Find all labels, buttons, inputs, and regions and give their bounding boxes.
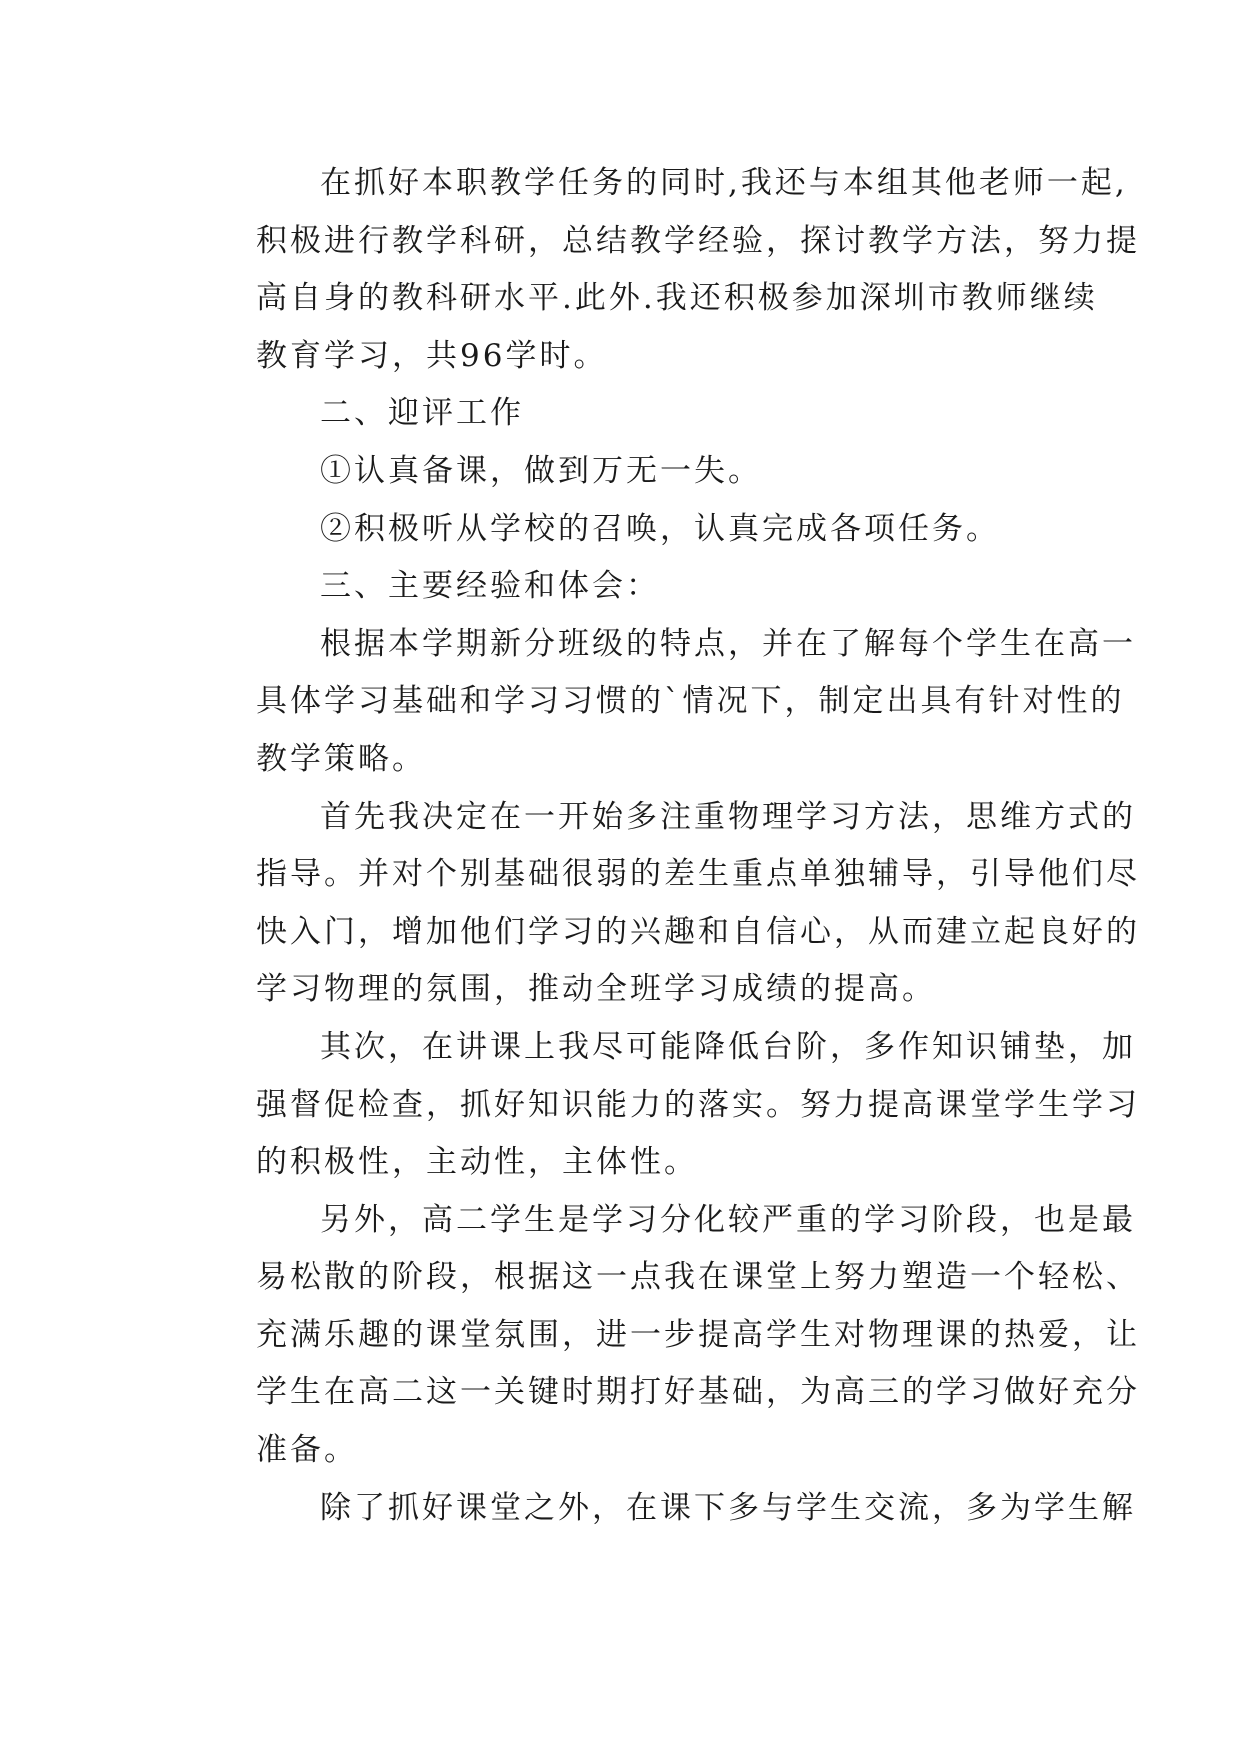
text-line: 除了抓好课堂之外，在课下多与学生交流，多为学生解	[320, 1489, 1136, 1526]
text-line: 高自身的教科研水平.此外.我还积极参加深圳市教师继续	[256, 280, 1098, 317]
text-line: 具体学习基础和学习习惯的`情况下，制定出具有针对性的	[256, 683, 1125, 720]
text-line: 其次，在讲课上我尽可能降低台阶，多作知识铺垫，加	[320, 1028, 1136, 1065]
text-line: 准备。	[256, 1432, 358, 1469]
paragraph-additionally	[192, 1192, 1140, 1480]
paragraph-research	[192, 155, 1140, 385]
text-line: 的积极性，主动性，主体性。	[256, 1144, 698, 1181]
text-line: 学生在高二这一关键时期打好基础，为高三的学习做好充分	[256, 1374, 1140, 1411]
list-item-2	[192, 501, 1062, 559]
list-item-1	[192, 443, 1062, 501]
text-line: ①认真备课，做到万无一失。	[320, 452, 762, 489]
paragraph-second	[192, 1019, 1140, 1192]
text-line: 另外，高二学生是学习分化较严重的学习阶段，也是最	[320, 1201, 1136, 1238]
paragraph-strategy	[192, 616, 1136, 789]
text-line: 三、主要经验和体会：	[320, 568, 660, 605]
text-line: 强督促检查，抓好知识能力的落实。努力提高课堂学生学习	[256, 1086, 1140, 1123]
text-line: 根据本学期新分班级的特点，并在了解每个学生在高一	[320, 625, 1136, 662]
section-heading-experience	[192, 558, 1062, 616]
text-line: ②积极听从学校的召唤，认真完成各项任务。	[320, 510, 1000, 547]
text-line: 教学策略。	[256, 740, 426, 777]
text-line: 二、迎评工作	[320, 395, 524, 432]
text-line: 在抓好本职教学任务的同时,我还与本组其他老师一起,	[320, 165, 1128, 201]
text-line: 教育学习，共96学时。	[256, 337, 608, 374]
text-line: 易松散的阶段，根据这一点我在课堂上努力塑造一个轻松、	[256, 1259, 1140, 1296]
text-line: 快入门，增加他们学习的兴趣和自信心，从而建立起良好的	[256, 913, 1140, 950]
text-line: 积极进行教学科研，总结教学经验，探讨教学方法，努力提	[256, 222, 1140, 259]
paragraph-beyond-class	[192, 1480, 1136, 1538]
text-line: 学习物理的氛围，推动全班学习成绩的提高。	[256, 971, 936, 1008]
text-line: 充满乐趣的课堂氛围，进一步提高学生对物理课的热爱，让	[256, 1316, 1140, 1353]
paragraph-first	[192, 789, 1140, 1019]
text-line: 首先我决定在一开始多注重物理学习方法，思维方式的	[320, 798, 1136, 835]
document-body	[192, 155, 1140, 1537]
text-line: 指导。并对个别基础很弱的差生重点单独辅导，引导他们尽	[256, 856, 1140, 893]
section-heading-evaluation	[192, 385, 1062, 443]
